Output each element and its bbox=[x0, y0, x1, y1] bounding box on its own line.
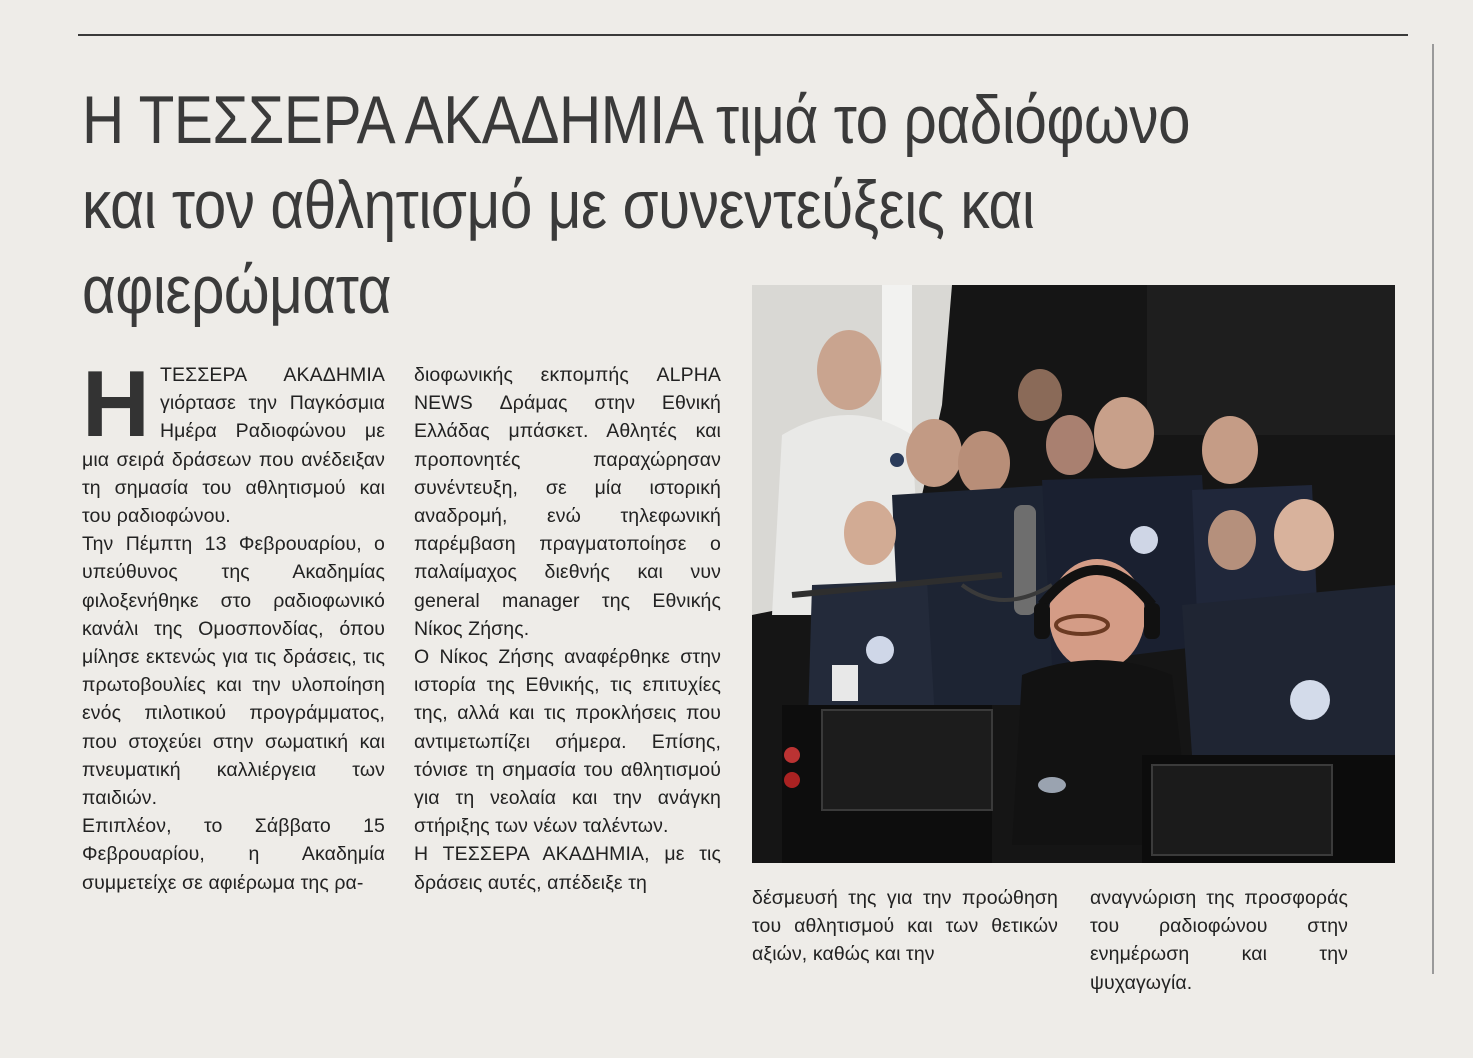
photo-illustration bbox=[752, 285, 1395, 863]
paragraph: ΤΕΣΣΕΡΑ ΑΚΑΔΗΜΙΑ γιόρτασε την Παγκόσμια Ημέρα Ραδιοφώνου με μια σειρά δράσεων που ανέδειξαν τη σημασία του αθλητισμού και του ραδιοφώνου. bbox=[82, 364, 385, 528]
paragraph: δέσμευσή της για την προώθηση του αθλητισμού και των θετικών αξιών, καθώς και την bbox=[752, 887, 1058, 966]
paragraph: διοφωνικής εκπομπής ALPHA NEWS Δράμας στην Εθνική Ελλάδας μπάσκετ. Αθλητές και προπονητές παραχώρησαν συνέντευξη, σε μία ιστορική αναδρομή, ενώ τηλεφωνική παρέμβαση πραγματοποίησε ο παλαίμαχος διεθνής και νυν general manager της Εθνικής Νίκος Ζήσης. bbox=[414, 364, 721, 640]
article-photo bbox=[752, 285, 1395, 863]
drop-cap: Η bbox=[82, 351, 150, 456]
article-headline: Η ΤΕΣΣΕΡΑ ΑΚΑΔΗΜΙΑ τιμά το ραδιόφωνο και τον αθλητισμό με συνεντεύξεις και αφιερώματα bbox=[82, 82, 1191, 328]
paragraph: Την Πέμπτη 13 Φεβρουαρίου, ο υπεύθυνος της Ακαδημίας φιλοξενήθηκε στο ραδιοφωνικό κανάλι της Ομοσπονδίας, όπου μίλησε εκτενώς για τις δράσεις, τις πρωτοβουλίες και την υλοποίηση ενός πιλοτικού προγράμματος, που στοχεύει στην σωματική και πνευματική καλλιέργεια των παιδιών. bbox=[82, 533, 385, 810]
paragraph: αναγνώριση της προσφοράς του ραδιοφώνου στην ενημέρωση και την ψυχαγωγία. bbox=[1090, 887, 1348, 994]
column-rule-right bbox=[1432, 44, 1434, 974]
article-column-2 bbox=[414, 361, 721, 897]
paragraph: Η ΤΕΣΣΕΡΑ ΑΚΑΔΗΜΙΑ, με τις δράσεις αυτές, απέδειξε τη bbox=[414, 843, 721, 894]
paragraph: Επιπλέον, το Σάββατο 15 Φεβρουαρίου, η Ακαδημία συμμετείχε σε αφιέρωμα της ρα- bbox=[82, 815, 385, 894]
article-column-4 bbox=[1090, 884, 1348, 997]
article-column-1 bbox=[82, 351, 385, 897]
top-rule bbox=[78, 34, 1408, 36]
article-column-3 bbox=[752, 884, 1058, 969]
paragraph: Ο Νίκος Ζήσης αναφέρθηκε στην ιστορία της Εθνικής, τις επιτυχίες της, αλλά και τις προκλήσεις που αντιμετωπίζει σήμερα. Επίσης, τόνισε τη σημασία του αθλητισμού για τη νεολαία και την ανάγκη στήριξης των νέων ταλέντων. bbox=[414, 646, 721, 838]
